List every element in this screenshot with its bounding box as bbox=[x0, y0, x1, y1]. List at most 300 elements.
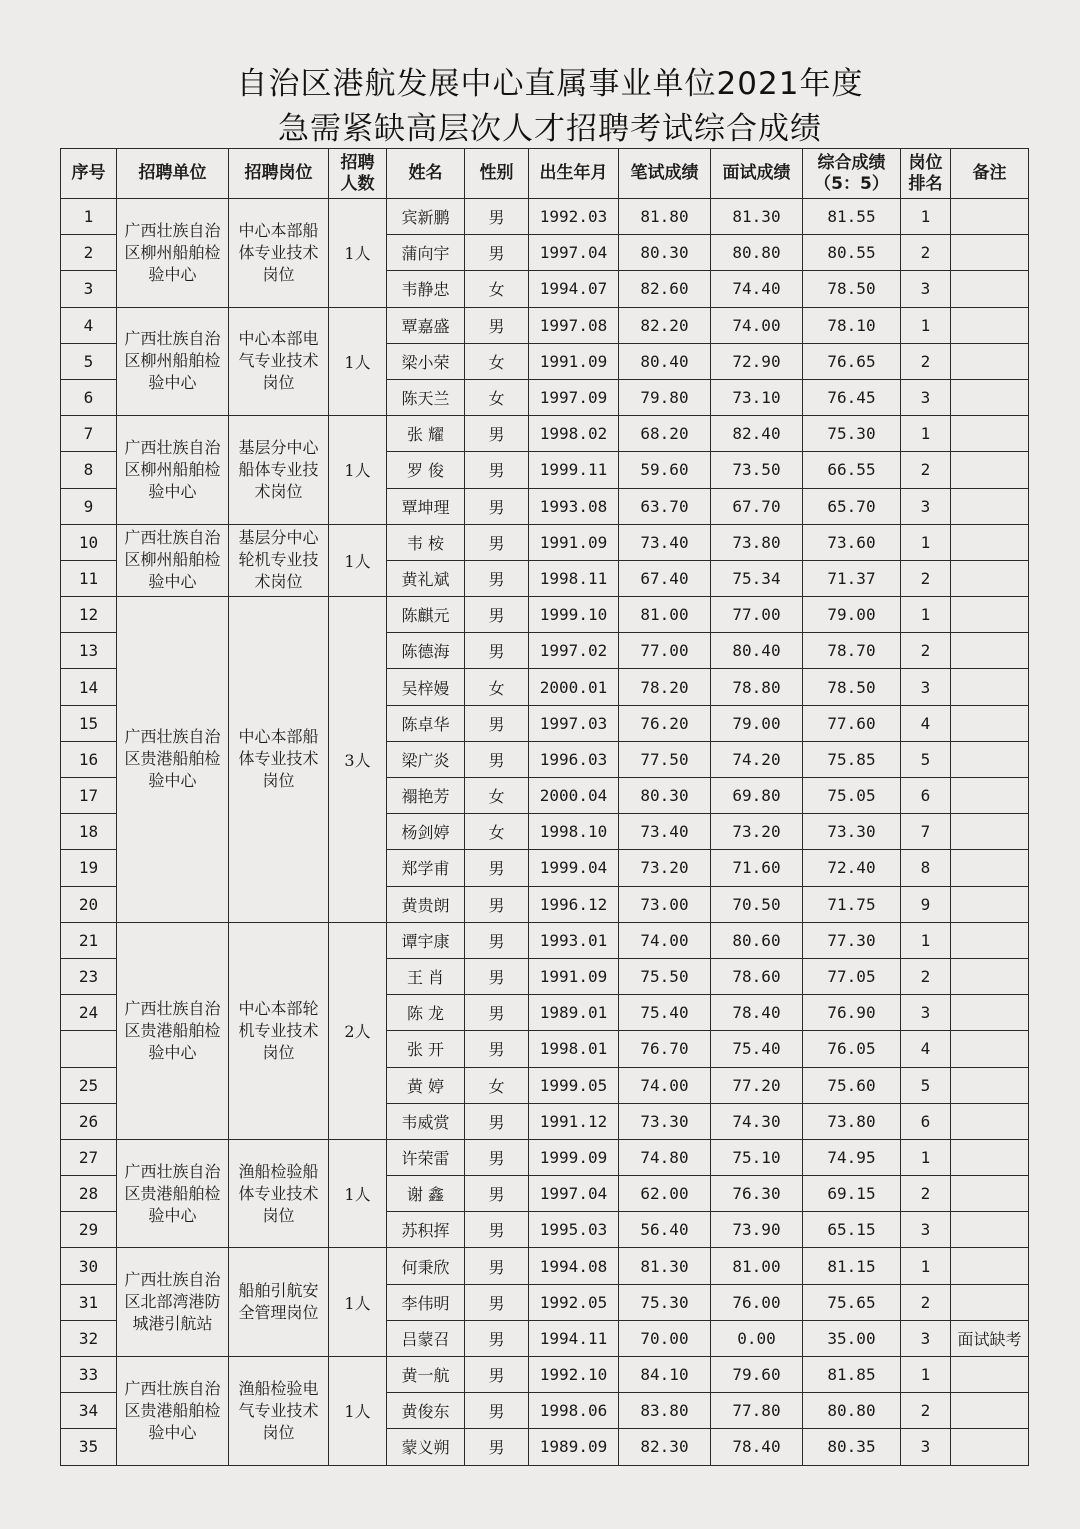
unit-cell: 广西壮族自治 区贵港船舶检 验中心 bbox=[117, 922, 229, 1139]
total-score-cell: 73.30 bbox=[803, 814, 901, 850]
rank-cell: 2 bbox=[901, 633, 951, 669]
interview-score-cell: 73.90 bbox=[711, 1212, 803, 1248]
position-cell: 基层分中心 轮机专业技 术岗位 bbox=[229, 524, 329, 596]
total-score-cell: 65.15 bbox=[803, 1212, 901, 1248]
rank-cell: 2 bbox=[901, 958, 951, 994]
seq-cell: 15 bbox=[61, 705, 117, 741]
written-score-cell: 82.20 bbox=[619, 307, 711, 343]
seq-cell: 7 bbox=[61, 416, 117, 452]
remark-cell bbox=[951, 1176, 1029, 1212]
interview-score-cell: 0.00 bbox=[711, 1320, 803, 1356]
name-cell: 罗 俊 bbox=[387, 452, 465, 488]
written-score-cell: 73.30 bbox=[619, 1103, 711, 1139]
unit-cell: 广西壮族自治 区贵港船舶检 验中心 bbox=[117, 1357, 229, 1466]
gender-cell: 男 bbox=[465, 1248, 529, 1284]
birth-cell: 1998.01 bbox=[529, 1031, 619, 1067]
gender-cell: 男 bbox=[465, 1103, 529, 1139]
name-cell: 谢 鑫 bbox=[387, 1176, 465, 1212]
birth-cell: 1999.09 bbox=[529, 1139, 619, 1175]
total-score-cell: 78.50 bbox=[803, 271, 901, 307]
total-score-cell: 78.70 bbox=[803, 633, 901, 669]
name-cell: 陈麒元 bbox=[387, 597, 465, 633]
remark-cell bbox=[951, 597, 1029, 633]
seq-cell: 8 bbox=[61, 452, 117, 488]
rank-cell: 3 bbox=[901, 271, 951, 307]
seq-cell: 11 bbox=[61, 560, 117, 596]
header-interview: 面试成绩 bbox=[711, 149, 803, 199]
seq-cell: 19 bbox=[61, 850, 117, 886]
name-cell: 李伟明 bbox=[387, 1284, 465, 1320]
remark-cell bbox=[951, 1103, 1029, 1139]
birth-cell: 1998.10 bbox=[529, 814, 619, 850]
gender-cell: 男 bbox=[465, 560, 529, 596]
total-score-cell: 77.60 bbox=[803, 705, 901, 741]
rank-cell: 1 bbox=[901, 922, 951, 958]
position-cell: 基层分中心 船体专业技 术岗位 bbox=[229, 416, 329, 525]
table-row bbox=[61, 1248, 1029, 1284]
total-score-cell: 73.60 bbox=[803, 524, 901, 560]
gender-cell: 男 bbox=[465, 922, 529, 958]
name-cell: 陈卓华 bbox=[387, 705, 465, 741]
remark-cell bbox=[951, 524, 1029, 560]
birth-cell: 1992.03 bbox=[529, 199, 619, 235]
remark-cell bbox=[951, 1212, 1029, 1248]
unit-cell: 广西壮族自治 区柳州船舶检 验中心 bbox=[117, 416, 229, 525]
rank-cell: 4 bbox=[901, 705, 951, 741]
header-position: 招聘岗位 bbox=[229, 149, 329, 199]
interview-score-cell: 78.40 bbox=[711, 1429, 803, 1465]
position-cell: 中心本部船 体专业技术 岗位 bbox=[229, 597, 329, 923]
header-row bbox=[61, 149, 1029, 199]
rank-cell: 5 bbox=[901, 741, 951, 777]
interview-score-cell: 79.00 bbox=[711, 705, 803, 741]
header-gender: 性别 bbox=[465, 149, 529, 199]
position-cell: 中心本部轮 机专业技术 岗位 bbox=[229, 922, 329, 1139]
remark-cell bbox=[951, 958, 1029, 994]
total-score-cell: 35.00 bbox=[803, 1320, 901, 1356]
table-row bbox=[61, 524, 1029, 560]
table-row bbox=[61, 416, 1029, 452]
rank-cell: 3 bbox=[901, 1320, 951, 1356]
written-score-cell: 76.70 bbox=[619, 1031, 711, 1067]
remark-cell bbox=[951, 488, 1029, 524]
quota-cell: 1人 bbox=[329, 199, 387, 308]
written-score-cell: 73.40 bbox=[619, 524, 711, 560]
total-score-cell: 81.55 bbox=[803, 199, 901, 235]
name-cell: 黄俊东 bbox=[387, 1393, 465, 1429]
gender-cell: 女 bbox=[465, 271, 529, 307]
seq-cell: 1 bbox=[61, 199, 117, 235]
rank-cell: 2 bbox=[901, 1176, 951, 1212]
rank-cell: 9 bbox=[901, 886, 951, 922]
birth-cell: 1991.09 bbox=[529, 524, 619, 560]
name-cell: 覃坤理 bbox=[387, 488, 465, 524]
interview-score-cell: 67.70 bbox=[711, 488, 803, 524]
remark-cell bbox=[951, 235, 1029, 271]
remark-cell bbox=[951, 741, 1029, 777]
seq-cell: 26 bbox=[61, 1103, 117, 1139]
name-cell: 韦威赏 bbox=[387, 1103, 465, 1139]
remark-cell bbox=[951, 379, 1029, 415]
seq-cell: 16 bbox=[61, 741, 117, 777]
name-cell: 梁广炎 bbox=[387, 741, 465, 777]
seq-cell: 21 bbox=[61, 922, 117, 958]
name-cell: 吕蒙召 bbox=[387, 1320, 465, 1356]
unit-cell: 广西壮族自治 区北部湾港防 城港引航站 bbox=[117, 1248, 229, 1357]
birth-cell: 1991.12 bbox=[529, 1103, 619, 1139]
rank-cell: 3 bbox=[901, 379, 951, 415]
remark-cell bbox=[951, 307, 1029, 343]
birth-cell: 1997.08 bbox=[529, 307, 619, 343]
gender-cell: 女 bbox=[465, 379, 529, 415]
rank-cell: 3 bbox=[901, 1212, 951, 1248]
birth-cell: 1989.09 bbox=[529, 1429, 619, 1465]
name-cell: 杨剑婷 bbox=[387, 814, 465, 850]
seq-cell: 20 bbox=[61, 886, 117, 922]
written-score-cell: 80.40 bbox=[619, 343, 711, 379]
rank-cell: 1 bbox=[901, 1357, 951, 1393]
remark-cell bbox=[951, 814, 1029, 850]
remark-cell bbox=[951, 922, 1029, 958]
written-score-cell: 74.00 bbox=[619, 1067, 711, 1103]
gender-cell: 男 bbox=[465, 199, 529, 235]
name-cell: 韦静忠 bbox=[387, 271, 465, 307]
name-cell: 陈天兰 bbox=[387, 379, 465, 415]
header-seq: 序号 bbox=[61, 149, 117, 199]
gender-cell: 男 bbox=[465, 235, 529, 271]
remark-cell bbox=[951, 778, 1029, 814]
table-row bbox=[61, 199, 1029, 235]
seq-cell: 32 bbox=[61, 1320, 117, 1356]
header-birth: 出生年月 bbox=[529, 149, 619, 199]
name-cell: 黄贵朗 bbox=[387, 886, 465, 922]
birth-cell: 1995.03 bbox=[529, 1212, 619, 1248]
interview-score-cell: 73.50 bbox=[711, 452, 803, 488]
written-score-cell: 67.40 bbox=[619, 560, 711, 596]
birth-cell: 1999.05 bbox=[529, 1067, 619, 1103]
seq-cell: 2 bbox=[61, 235, 117, 271]
rank-cell: 4 bbox=[901, 1031, 951, 1067]
interview-score-cell: 79.60 bbox=[711, 1357, 803, 1393]
interview-score-cell: 76.00 bbox=[711, 1284, 803, 1320]
written-score-cell: 77.00 bbox=[619, 633, 711, 669]
gender-cell: 男 bbox=[465, 1212, 529, 1248]
quota-cell: 1人 bbox=[329, 1357, 387, 1466]
total-score-cell: 80.55 bbox=[803, 235, 901, 271]
interview-score-cell: 73.80 bbox=[711, 524, 803, 560]
unit-cell: 广西壮族自治 区贵港船舶检 验中心 bbox=[117, 597, 229, 923]
total-score-cell: 75.05 bbox=[803, 778, 901, 814]
total-score-cell: 77.05 bbox=[803, 958, 901, 994]
total-score-cell: 78.10 bbox=[803, 307, 901, 343]
remark-cell bbox=[951, 995, 1029, 1031]
name-cell: 梁小荣 bbox=[387, 343, 465, 379]
header-unit: 招聘单位 bbox=[117, 149, 229, 199]
written-score-cell: 80.30 bbox=[619, 235, 711, 271]
seq-cell: 18 bbox=[61, 814, 117, 850]
birth-cell: 1997.04 bbox=[529, 1176, 619, 1212]
gender-cell: 男 bbox=[465, 597, 529, 633]
gender-cell: 女 bbox=[465, 1067, 529, 1103]
quota-cell: 1人 bbox=[329, 307, 387, 416]
quota-cell: 1人 bbox=[329, 1248, 387, 1357]
interview-score-cell: 77.20 bbox=[711, 1067, 803, 1103]
total-score-cell: 75.60 bbox=[803, 1067, 901, 1103]
quota-cell: 3人 bbox=[329, 597, 387, 923]
interview-score-cell: 74.00 bbox=[711, 307, 803, 343]
rank-cell: 2 bbox=[901, 1393, 951, 1429]
name-cell: 覃嘉盛 bbox=[387, 307, 465, 343]
written-score-cell: 76.20 bbox=[619, 705, 711, 741]
rank-cell: 1 bbox=[901, 199, 951, 235]
position-cell: 渔船检验船 体专业技术 岗位 bbox=[229, 1139, 329, 1248]
quota-cell: 1人 bbox=[329, 416, 387, 525]
remark-cell bbox=[951, 705, 1029, 741]
table-row bbox=[61, 922, 1029, 958]
seq-cell: 6 bbox=[61, 379, 117, 415]
rank-cell: 1 bbox=[901, 307, 951, 343]
seq-cell: 12 bbox=[61, 597, 117, 633]
total-score-cell: 76.65 bbox=[803, 343, 901, 379]
seq-cell: 34 bbox=[61, 1393, 117, 1429]
rank-cell: 2 bbox=[901, 1284, 951, 1320]
interview-score-cell: 78.80 bbox=[711, 669, 803, 705]
remark-cell bbox=[951, 416, 1029, 452]
gender-cell: 男 bbox=[465, 488, 529, 524]
interview-score-cell: 78.60 bbox=[711, 958, 803, 994]
written-score-cell: 68.20 bbox=[619, 416, 711, 452]
total-score-cell: 80.35 bbox=[803, 1429, 901, 1465]
written-score-cell: 73.40 bbox=[619, 814, 711, 850]
interview-score-cell: 77.80 bbox=[711, 1393, 803, 1429]
birth-cell: 1999.04 bbox=[529, 850, 619, 886]
birth-cell: 1998.02 bbox=[529, 416, 619, 452]
total-score-cell: 75.85 bbox=[803, 741, 901, 777]
name-cell: 许荣雷 bbox=[387, 1139, 465, 1175]
gender-cell: 男 bbox=[465, 705, 529, 741]
gender-cell: 男 bbox=[465, 452, 529, 488]
interview-score-cell: 74.20 bbox=[711, 741, 803, 777]
written-score-cell: 73.00 bbox=[619, 886, 711, 922]
interview-score-cell: 76.30 bbox=[711, 1176, 803, 1212]
gender-cell: 男 bbox=[465, 524, 529, 560]
rank-cell: 1 bbox=[901, 416, 951, 452]
name-cell: 宾新鹏 bbox=[387, 199, 465, 235]
remark-cell bbox=[951, 1139, 1029, 1175]
total-score-cell: 76.05 bbox=[803, 1031, 901, 1067]
total-score-cell: 71.37 bbox=[803, 560, 901, 596]
gender-cell: 男 bbox=[465, 886, 529, 922]
rank-cell: 6 bbox=[901, 778, 951, 814]
gender-cell: 女 bbox=[465, 814, 529, 850]
unit-cell: 广西壮族自治 区柳州船舶检 验中心 bbox=[117, 307, 229, 416]
seq-cell: 3 bbox=[61, 271, 117, 307]
total-score-cell: 76.90 bbox=[803, 995, 901, 1031]
gender-cell: 男 bbox=[465, 633, 529, 669]
name-cell: 张 耀 bbox=[387, 416, 465, 452]
birth-cell: 1999.10 bbox=[529, 597, 619, 633]
seq-cell: 27 bbox=[61, 1139, 117, 1175]
rank-cell: 7 bbox=[901, 814, 951, 850]
name-cell: 王 肖 bbox=[387, 958, 465, 994]
interview-score-cell: 70.50 bbox=[711, 886, 803, 922]
written-score-cell: 83.80 bbox=[619, 1393, 711, 1429]
total-score-cell: 73.80 bbox=[803, 1103, 901, 1139]
interview-score-cell: 81.30 bbox=[711, 199, 803, 235]
remark-cell bbox=[951, 1248, 1029, 1284]
name-cell: 陈 龙 bbox=[387, 995, 465, 1031]
remark-cell bbox=[951, 199, 1029, 235]
birth-cell: 1993.01 bbox=[529, 922, 619, 958]
written-score-cell: 59.60 bbox=[619, 452, 711, 488]
name-cell: 黄一航 bbox=[387, 1357, 465, 1393]
seq-cell: 28 bbox=[61, 1176, 117, 1212]
remark-cell bbox=[951, 633, 1029, 669]
birth-cell: 1996.03 bbox=[529, 741, 619, 777]
interview-score-cell: 81.00 bbox=[711, 1248, 803, 1284]
gender-cell: 男 bbox=[465, 1320, 529, 1356]
interview-score-cell: 75.40 bbox=[711, 1031, 803, 1067]
table-row bbox=[61, 1357, 1029, 1393]
total-score-cell: 65.70 bbox=[803, 488, 901, 524]
interview-score-cell: 80.60 bbox=[711, 922, 803, 958]
interview-score-cell: 80.80 bbox=[711, 235, 803, 271]
written-score-cell: 70.00 bbox=[619, 1320, 711, 1356]
written-score-cell: 73.20 bbox=[619, 850, 711, 886]
rank-cell: 2 bbox=[901, 452, 951, 488]
written-score-cell: 84.10 bbox=[619, 1357, 711, 1393]
gender-cell: 男 bbox=[465, 995, 529, 1031]
rank-cell: 2 bbox=[901, 560, 951, 596]
written-score-cell: 62.00 bbox=[619, 1176, 711, 1212]
remark-cell bbox=[951, 850, 1029, 886]
remark-cell bbox=[951, 560, 1029, 596]
total-score-cell: 66.55 bbox=[803, 452, 901, 488]
rank-cell: 3 bbox=[901, 1429, 951, 1465]
name-cell: 韦 桉 bbox=[387, 524, 465, 560]
interview-score-cell: 77.00 bbox=[711, 597, 803, 633]
seq-cell: 33 bbox=[61, 1357, 117, 1393]
unit-cell: 广西壮族自治 区柳州船舶检 验中心 bbox=[117, 199, 229, 308]
name-cell: 禤艳芳 bbox=[387, 778, 465, 814]
written-score-cell: 75.50 bbox=[619, 958, 711, 994]
written-score-cell: 77.50 bbox=[619, 741, 711, 777]
remark-cell bbox=[951, 452, 1029, 488]
unit-cell: 广西壮族自治 区柳州船舶检 验中心 bbox=[117, 524, 229, 596]
seq-cell: 9 bbox=[61, 488, 117, 524]
quota-cell: 1人 bbox=[329, 1139, 387, 1248]
gender-cell: 男 bbox=[465, 1139, 529, 1175]
total-score-cell: 71.75 bbox=[803, 886, 901, 922]
total-score-cell: 77.30 bbox=[803, 922, 901, 958]
written-score-cell: 75.40 bbox=[619, 995, 711, 1031]
unit-cell: 广西壮族自治 区贵港船舶检 验中心 bbox=[117, 1139, 229, 1248]
gender-cell: 男 bbox=[465, 1031, 529, 1067]
document-title-line2: 急需紧缺高层次人才招聘考试综合成绩 bbox=[278, 111, 822, 147]
remark-cell bbox=[951, 1393, 1029, 1429]
interview-score-cell: 72.90 bbox=[711, 343, 803, 379]
total-score-cell: 75.30 bbox=[803, 416, 901, 452]
written-score-cell: 74.80 bbox=[619, 1139, 711, 1175]
written-score-cell: 78.20 bbox=[619, 669, 711, 705]
gender-cell: 男 bbox=[465, 741, 529, 777]
birth-cell: 1991.09 bbox=[529, 958, 619, 994]
gender-cell: 女 bbox=[465, 669, 529, 705]
interview-score-cell: 74.30 bbox=[711, 1103, 803, 1139]
total-score-cell: 76.45 bbox=[803, 379, 901, 415]
interview-score-cell: 71.60 bbox=[711, 850, 803, 886]
remark-cell bbox=[951, 271, 1029, 307]
total-score-cell: 80.80 bbox=[803, 1393, 901, 1429]
name-cell: 张 开 bbox=[387, 1031, 465, 1067]
rank-cell: 3 bbox=[901, 995, 951, 1031]
rank-cell: 5 bbox=[901, 1067, 951, 1103]
header-remark: 备注 bbox=[951, 149, 1029, 199]
remark-cell bbox=[951, 1284, 1029, 1320]
total-score-cell: 81.85 bbox=[803, 1357, 901, 1393]
birth-cell: 1992.10 bbox=[529, 1357, 619, 1393]
birth-cell: 1997.03 bbox=[529, 705, 619, 741]
birth-cell: 1992.05 bbox=[529, 1284, 619, 1320]
gender-cell: 女 bbox=[465, 343, 529, 379]
name-cell: 蒙义朔 bbox=[387, 1429, 465, 1465]
seq-cell: 14 bbox=[61, 669, 117, 705]
total-score-cell: 79.00 bbox=[803, 597, 901, 633]
total-score-cell: 81.15 bbox=[803, 1248, 901, 1284]
name-cell: 谭宇康 bbox=[387, 922, 465, 958]
name-cell: 何秉欣 bbox=[387, 1248, 465, 1284]
interview-score-cell: 73.20 bbox=[711, 814, 803, 850]
gender-cell: 女 bbox=[465, 778, 529, 814]
remark-cell bbox=[951, 343, 1029, 379]
written-score-cell: 63.70 bbox=[619, 488, 711, 524]
interview-score-cell: 80.40 bbox=[711, 633, 803, 669]
seq-cell: 10 bbox=[61, 524, 117, 560]
written-score-cell: 81.80 bbox=[619, 199, 711, 235]
total-score-cell: 78.50 bbox=[803, 669, 901, 705]
remark-cell bbox=[951, 1357, 1029, 1393]
birth-cell: 1998.11 bbox=[529, 560, 619, 596]
birth-cell: 1994.07 bbox=[529, 271, 619, 307]
seq-cell: 25 bbox=[61, 1067, 117, 1103]
written-score-cell: 79.80 bbox=[619, 379, 711, 415]
birth-cell: 1997.09 bbox=[529, 379, 619, 415]
table-row bbox=[61, 1139, 1029, 1175]
score-table bbox=[60, 148, 1029, 1466]
written-score-cell: 56.40 bbox=[619, 1212, 711, 1248]
total-score-cell: 69.15 bbox=[803, 1176, 901, 1212]
header-quota: 招聘 人数 bbox=[329, 149, 387, 199]
birth-cell: 1991.09 bbox=[529, 343, 619, 379]
rank-cell: 3 bbox=[901, 669, 951, 705]
interview-score-cell: 75.34 bbox=[711, 560, 803, 596]
name-cell: 黄 婷 bbox=[387, 1067, 465, 1103]
seq-cell: 30 bbox=[61, 1248, 117, 1284]
table-row bbox=[61, 597, 1029, 633]
birth-cell: 1994.11 bbox=[529, 1320, 619, 1356]
name-cell: 陈德海 bbox=[387, 633, 465, 669]
remark-cell bbox=[951, 1429, 1029, 1465]
interview-score-cell: 73.10 bbox=[711, 379, 803, 415]
interview-score-cell: 75.10 bbox=[711, 1139, 803, 1175]
birth-cell: 1994.08 bbox=[529, 1248, 619, 1284]
interview-score-cell: 69.80 bbox=[711, 778, 803, 814]
rank-cell: 1 bbox=[901, 524, 951, 560]
birth-cell: 1997.04 bbox=[529, 235, 619, 271]
total-score-cell: 74.95 bbox=[803, 1139, 901, 1175]
name-cell: 苏积挥 bbox=[387, 1212, 465, 1248]
written-score-cell: 80.30 bbox=[619, 778, 711, 814]
